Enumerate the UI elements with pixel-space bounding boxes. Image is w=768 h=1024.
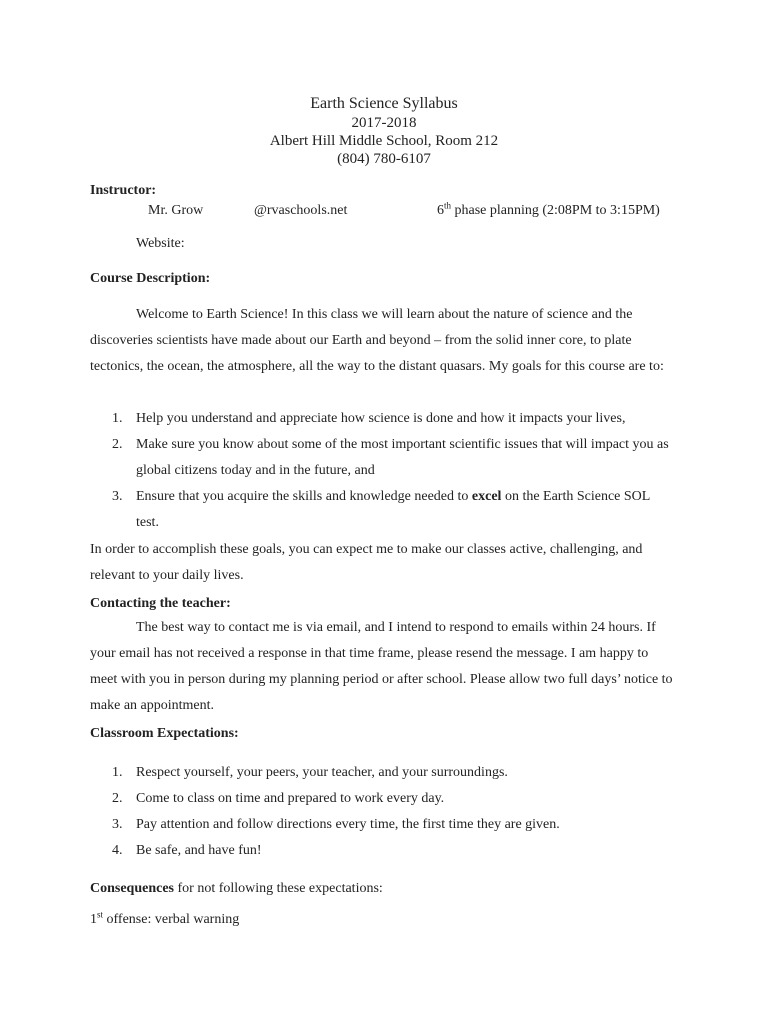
list-number: 3. (112, 489, 123, 504)
website-label: Website: (136, 236, 185, 251)
expectations-heading: Classroom Expectations: (90, 726, 239, 741)
offense-ordinal: st (97, 909, 104, 920)
list-item (90, 838, 675, 864)
goal-text: Help you understand and appreciate how science is done and how it impacts your lives, (136, 411, 626, 426)
expectation-text: Be safe, and have fun! (136, 843, 262, 858)
course-closing: In order to accomplish these goals, you can expect me to make our classes active, challenging, and relevant to your daily lives. (90, 542, 643, 583)
expectation-text: Come to class on time and prepared to work every day. (136, 791, 445, 806)
course-description-heading: Course Description: (90, 271, 211, 286)
first-offense (90, 911, 239, 929)
list-item (90, 760, 675, 786)
consequences-label: Consequences (90, 881, 175, 896)
list-item (90, 406, 675, 432)
goal-text-post: on the Earth Science SOL test. (136, 489, 650, 530)
contact-heading: Contacting the teacher: (90, 596, 231, 611)
document-title: Earth Science Syllabus (310, 95, 458, 112)
goal-text-emphasis: excel (471, 489, 502, 504)
list-item (90, 812, 675, 838)
list-number: 2. (112, 791, 123, 806)
goal-text-pre: Ensure that you acquire the skills and knowledge needed to (136, 489, 472, 504)
list-number: 1. (112, 765, 123, 780)
document-header (0, 94, 768, 168)
expectation-text: Pay attention and follow directions every time, the first time they are given. (136, 817, 560, 832)
instructor-email: @rvaschools.net (254, 203, 348, 218)
consequences-heading (90, 880, 383, 898)
planning-text: phase planning (2:08PM to 3:15PM) (451, 203, 660, 218)
instructor-name: Mr. Grow (148, 203, 204, 218)
school-phone: (804) 780-6107 (337, 151, 431, 167)
planning-period (437, 202, 660, 220)
list-item (90, 432, 675, 484)
goal-text: Make sure you know about some of the most important scientific issues that will impact you as global citizens today and in the future, and (136, 437, 669, 478)
list-item (90, 786, 675, 812)
list-number: 2. (112, 437, 123, 452)
offense-number: 1 (90, 912, 97, 927)
contact-text: The best way to contact me is via email, and I intend to respond to emails within 24 hours. If your email has not received a response in that time frame, please resend the message. I am happy to meet with you in person during my planning period or after school. Please allow two full days’ notice to make an appointment. (90, 620, 673, 713)
instructor-heading: Instructor: (90, 183, 157, 198)
course-goals-list (90, 406, 675, 536)
school-year: 2017-2018 (351, 115, 417, 131)
consequences-heading-rest: for not following these expectations: (174, 881, 383, 896)
course-intro: Welcome to Earth Science! In this class we will learn about the nature of science and the discoveries scientists have made about our Earth and beyond – from the solid inner core, to plate tectonics, the ocean, the atmosphere, all the way to the distant quasars. My goals for this course are to: (90, 307, 664, 374)
expectations-list (90, 760, 675, 864)
planning-ordinal: th (444, 200, 452, 211)
list-item (90, 484, 675, 536)
list-number: 1. (112, 411, 123, 426)
list-number: 3. (112, 817, 123, 832)
offense-text: offense: verbal warning (103, 912, 240, 927)
planning-number: 6 (437, 203, 444, 218)
list-number: 4. (112, 843, 123, 858)
school-location: Albert Hill Middle School, Room 212 (269, 133, 499, 149)
expectation-text: Respect yourself, your peers, your teacher, and your surroundings. (136, 765, 508, 780)
